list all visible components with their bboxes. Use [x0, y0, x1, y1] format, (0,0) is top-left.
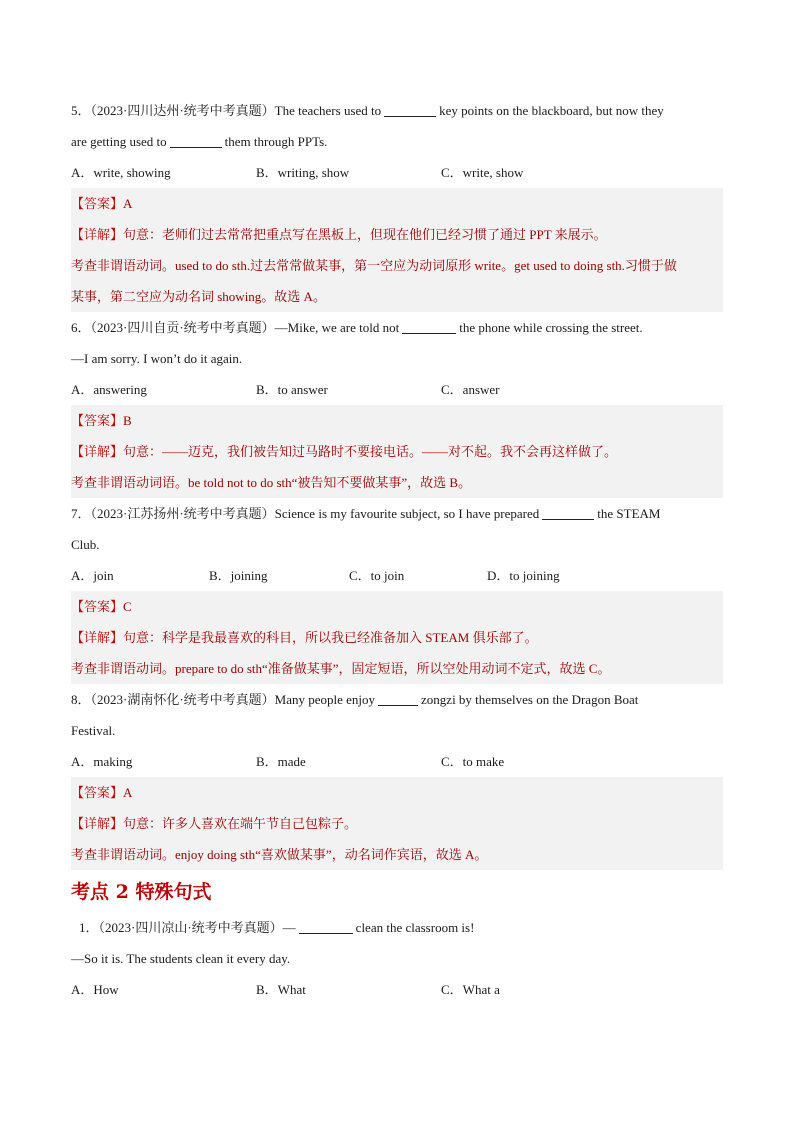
q6-option-b[interactable]: B．to answer [256, 382, 328, 397]
q8-answer [71, 777, 723, 808]
q7-answer-block [71, 591, 723, 684]
q6-detail-line2: 考查非谓语动词语。be told not to do sth“被告知不要做某事”，故选 B。 [71, 475, 472, 490]
q5-line1 [71, 95, 723, 126]
q6-answer-block [71, 405, 723, 498]
answer-label: 【答案】 [71, 785, 124, 800]
detail-text: 句意：——迈克，我们被告知过马路时不要接电话。——对不起。我不会再这样做了。 [123, 444, 618, 459]
q5-line2 [71, 126, 723, 157]
q5-text-c: are getting used to [71, 134, 167, 149]
s1-options [71, 974, 723, 1005]
q7-option-c[interactable]: C．to join [349, 568, 405, 583]
q5-options [71, 157, 723, 188]
detail-text: 句意：老师们过去常常把重点写在黑板上，但现在他们已经习惯了通过 PPT 来展示。 [123, 227, 607, 242]
s1-option-a[interactable]: A．How [71, 982, 119, 997]
q5-answer [71, 188, 723, 219]
q5-blank-2[interactable] [170, 133, 222, 148]
answer-label: 【答案】 [71, 599, 124, 614]
q5-detail-line2: 考查非谓语动词。used to do sth.过去常常做某事，第一空应为动词原形 write。get used to doing sth.习惯于做 [71, 258, 677, 273]
q5-detail-line3: 某事，第二空应为动名词 showing。故选 A。 [71, 289, 326, 304]
q5-blank-1[interactable] [384, 102, 436, 117]
q5-text-a: 5．（2023·四川达州·统考中考真题）The teachers used to [71, 103, 382, 118]
document-content [71, 95, 723, 1005]
q8-text-b: zongzi by themselves on the Dragon Boat [421, 692, 639, 707]
q8-option-c[interactable]: C．to make [441, 754, 505, 769]
q7-line1 [71, 498, 723, 529]
detail-label: 【详解】 [71, 630, 124, 645]
answer-value: A [123, 196, 133, 211]
s1-line2: —So it is. The students clean it every day. [71, 951, 291, 966]
q8-option-b[interactable]: B．made [256, 754, 306, 769]
q8-line2: Festival. [71, 723, 116, 738]
q8-options [71, 746, 723, 777]
q8-text-a: 8．（2023·湖南怀化·统考中考真题）Many people enjoy [71, 692, 376, 707]
q5-text-d: them through PPTs. [224, 134, 328, 149]
answer-value: C [123, 599, 132, 614]
detail-label: 【详解】 [71, 816, 124, 831]
q5-text-b: key points on the blackboard, but now they [439, 103, 664, 118]
q7-text-b: the STEAM [597, 506, 661, 521]
q7-answer [71, 591, 723, 622]
q5-option-a[interactable]: A．write, showing [71, 165, 171, 180]
q6-option-c[interactable]: C．answer [441, 382, 500, 397]
s1-option-b[interactable]: B．What [256, 982, 306, 997]
q6-options [71, 374, 723, 405]
q6-blank[interactable] [402, 319, 456, 334]
q7-detail-line2: 考查非谓语动词。prepare to do sth“准备做某事”，固定短语，所以空处用动词不定式，故选 C。 [71, 661, 611, 676]
q6-line1 [71, 312, 723, 343]
q7-option-d[interactable]: D．to joining [487, 568, 560, 583]
q8-option-a[interactable]: A．making [71, 754, 133, 769]
q7-option-a[interactable]: A．join [71, 568, 114, 583]
detail-text: 句意：许多人喜欢在端午节自己包粽子。 [123, 816, 358, 831]
q6-answer [71, 405, 723, 436]
s1-line1 [71, 912, 723, 943]
q7-options [71, 560, 723, 591]
detail-label: 【详解】 [71, 227, 124, 242]
detail-label: 【详解】 [71, 444, 124, 459]
detail-text: 句意：科学是我最喜欢的科目，所以我已经准备加入 STEAM 俱乐部了。 [123, 630, 538, 645]
q7-line2: Club. [71, 537, 100, 552]
answer-value: A [123, 785, 133, 800]
answer-label: 【答案】 [71, 413, 124, 428]
q5-option-c[interactable]: C．write, show [441, 165, 524, 180]
section-title: 考点 2 特殊句式 [71, 881, 212, 903]
q8-answer-block [71, 777, 723, 870]
q7-text-a: 7．（2023·江苏扬州·统考中考真题）Science is my favourite subject, so I have prepared [71, 506, 540, 521]
q5-detail-line1 [71, 219, 723, 250]
s1-option-c[interactable]: C．What a [441, 982, 500, 997]
q6-line2: —I am sorry. I won’t do it again. [71, 351, 243, 366]
q7-option-b[interactable]: B．joining [209, 568, 268, 583]
q6-detail-line1 [71, 436, 723, 467]
s1-text-a: 1．（2023·四川凉山·统考中考真题）— [79, 920, 296, 935]
answer-label: 【答案】 [71, 196, 124, 211]
q6-option-a[interactable]: A．answering [71, 382, 147, 397]
q8-blank[interactable] [378, 691, 418, 706]
q6-text-b: the phone while crossing the street. [459, 320, 643, 335]
q8-detail-line2: 考查非谓语动词。enjoy doing sth“喜欢做某事”，动名词作宾语，故选 A。 [71, 847, 488, 862]
q6-text-a: 6．（2023·四川自贡·统考中考真题）—Mike, we are told not [71, 320, 400, 335]
q5-option-b[interactable]: B．writing, show [256, 165, 350, 180]
q5-answer-block [71, 188, 723, 312]
q7-blank[interactable] [542, 505, 594, 520]
answer-value: B [123, 413, 132, 428]
s1-text-b: clean the classroom is! [355, 920, 475, 935]
q8-detail-line1 [71, 808, 723, 839]
q7-detail-line1 [71, 622, 723, 653]
q8-line1 [71, 684, 723, 715]
s1-blank[interactable] [299, 919, 353, 934]
